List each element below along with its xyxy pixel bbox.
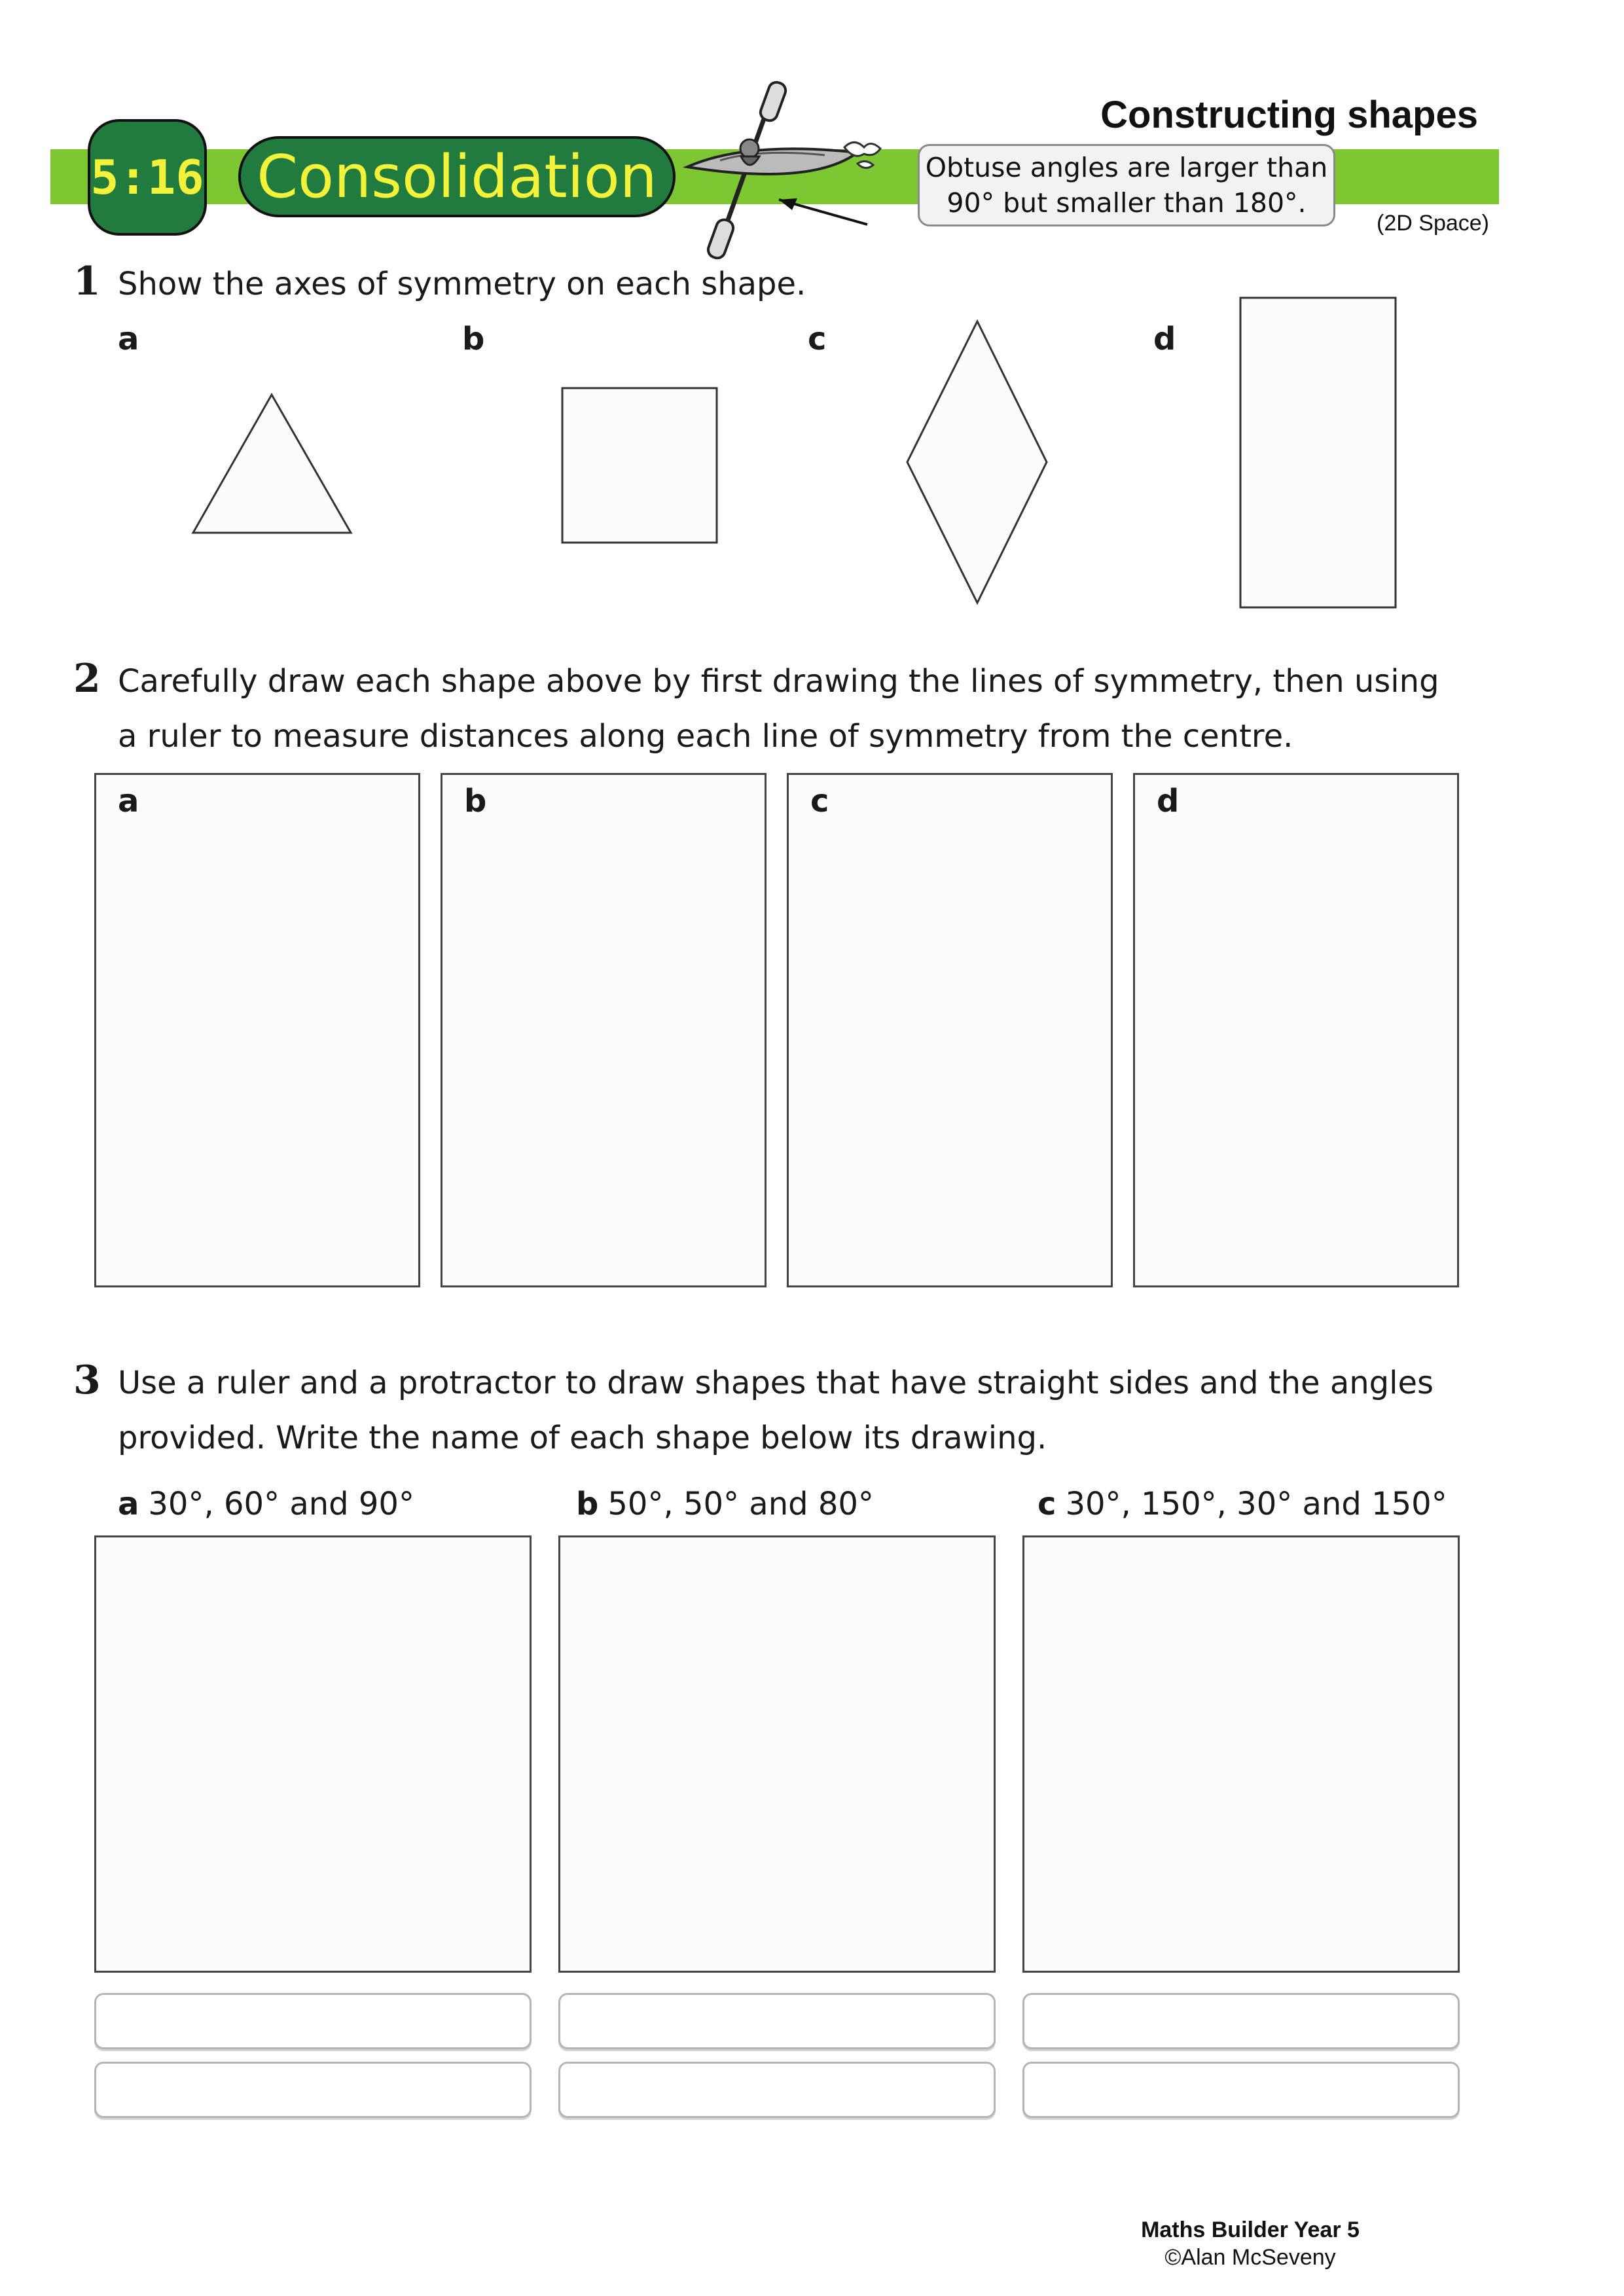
q3-drawing-box-c[interactable] [1022, 1535, 1460, 1973]
q2-part-b-label: b [464, 783, 487, 819]
page-heading: Constructing shapes [1100, 94, 1478, 136]
q3-part-a-angles: 30°, 60° and 90° [148, 1486, 414, 1522]
q3-name-field-c-2[interactable] [1022, 2062, 1460, 2118]
question-1-number: 1 [73, 259, 101, 304]
q3-part-b-angles: 50°, 50° and 80° [607, 1486, 874, 1522]
q3-part-a-label: a [118, 1486, 139, 1522]
q3-part-c-label: c [1038, 1486, 1056, 1522]
q3-name-field-b-1[interactable] [558, 1993, 996, 2049]
q3-part-c-caption [1038, 1486, 1447, 1522]
q3-name-field-c-1[interactable] [1022, 1993, 1460, 2049]
q1-part-a-label: a [118, 321, 139, 357]
square-shape [562, 388, 717, 543]
footer-copyright: ©Alan McSeveny [1164, 2245, 1336, 2270]
q1-part-d-label: d [1153, 321, 1176, 357]
q1-part-c-label: c [808, 321, 827, 357]
triangle-shape [193, 395, 351, 533]
q3-part-b-caption [576, 1486, 874, 1522]
unit-number: 5:16 [90, 150, 204, 205]
q3-name-field-b-2[interactable] [558, 2062, 996, 2118]
q2-part-a-label: a [118, 783, 139, 819]
rectangle-shape [1240, 298, 1396, 607]
strand-label: (2D Space) [1377, 211, 1489, 236]
question-2-number: 2 [73, 656, 101, 702]
q2-part-d-label: d [1157, 783, 1180, 819]
q2-drawing-box-c[interactable] [787, 773, 1113, 1287]
q3-name-field-a-2[interactable] [94, 2062, 532, 2118]
question-2-line-2: a ruler to measure distances along each line of symmetry from the centre. [118, 718, 1293, 755]
q3-part-b-label: b [576, 1486, 599, 1522]
q3-drawing-box-a[interactable] [94, 1535, 532, 1973]
q3-part-c-angles: 30°, 150°, 30° and 150° [1065, 1486, 1447, 1522]
q2-drawing-box-d[interactable] [1133, 773, 1459, 1287]
q1-part-b-label: b [462, 321, 485, 357]
question-3-line-2: provided. Write the name of each shape below its drawing. [118, 1420, 1047, 1456]
question-1-text: Show the axes of symmetry on each shape. [118, 266, 806, 302]
q3-part-a-caption [118, 1486, 414, 1522]
q3-drawing-box-b[interactable] [558, 1535, 996, 1973]
q2-part-c-label: c [810, 783, 829, 819]
section-title: Consolidation [257, 142, 657, 211]
tip-line-2: 90° but smaller than 180°. [947, 187, 1307, 219]
q2-drawing-box-a[interactable] [94, 773, 420, 1287]
footer-book-title: Maths Builder Year 5 [1141, 2217, 1360, 2242]
rhombus-shape [907, 321, 1047, 603]
question-3-number: 3 [73, 1357, 101, 1403]
question-2-line-1: Carefully draw each shape above by first drawing the lines of symmetry, then using [118, 663, 1439, 700]
q3-name-field-a-1[interactable] [94, 1993, 532, 2049]
q1-shapes [0, 0, 1624, 655]
question-3-line-1: Use a ruler and a protractor to draw shapes that have straight sides and the angles [118, 1365, 1434, 1401]
tip-line-1: Obtuse angles are larger than [925, 152, 1328, 183]
q2-drawing-box-b[interactable] [441, 773, 767, 1287]
